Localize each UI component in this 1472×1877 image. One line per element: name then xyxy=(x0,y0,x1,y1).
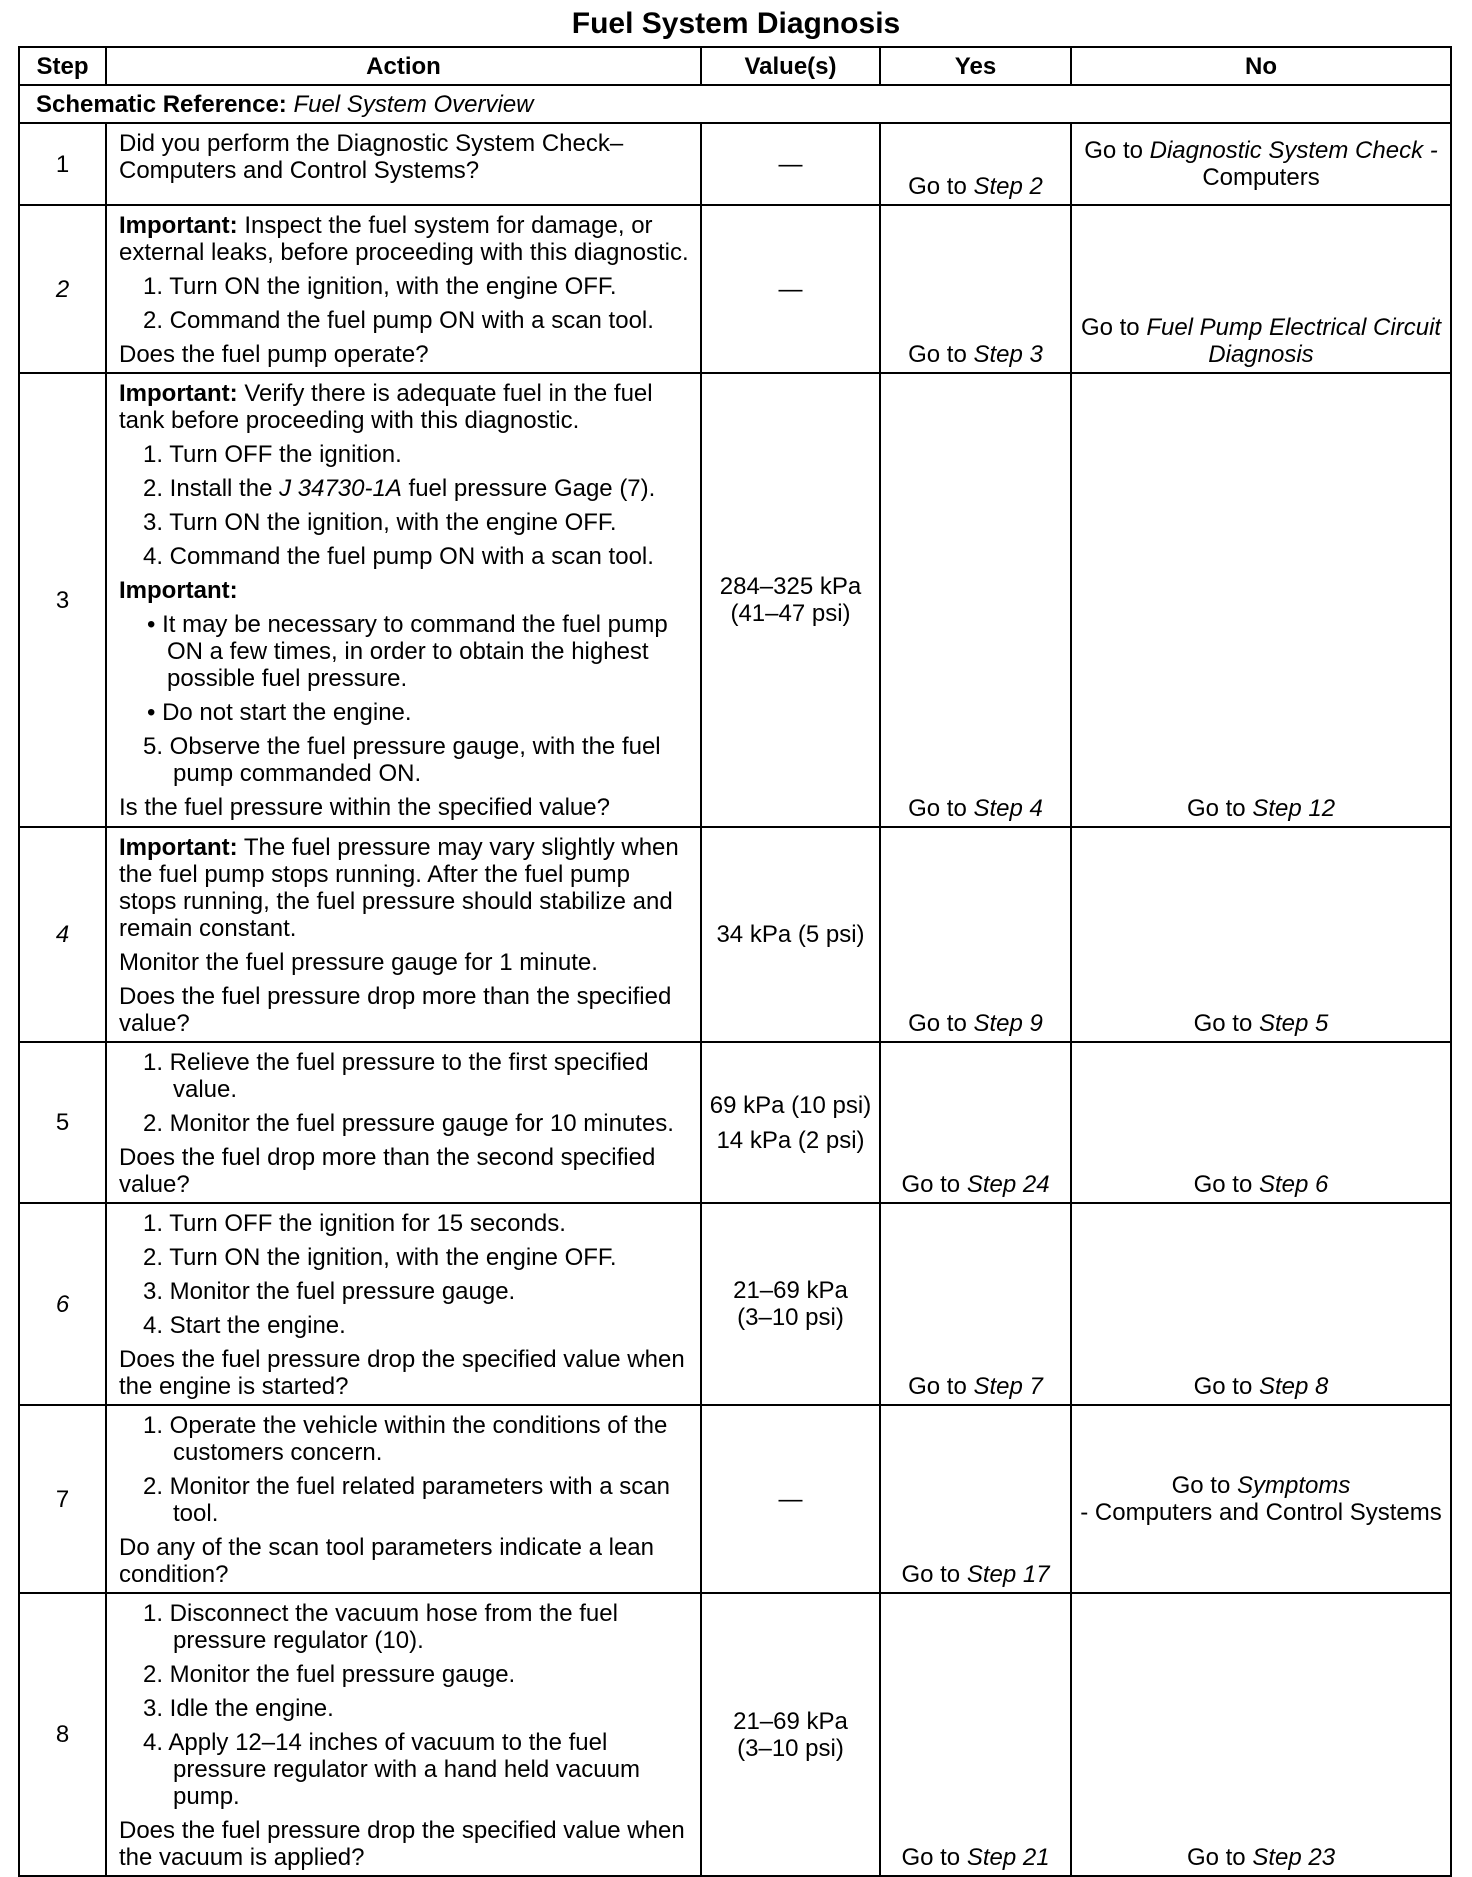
go-to-text: Go to xyxy=(1193,1171,1253,1198)
list-item: 1. Operate the vehicle within the conditions of the customers concern. xyxy=(143,1412,668,1466)
go-to-text: Go to xyxy=(1080,314,1140,341)
table-row xyxy=(19,1042,1451,1203)
yes-link[interactable]: Step 17 xyxy=(966,1561,1050,1588)
list-item: 1. Turn ON the ignition, with the engine OFF. xyxy=(143,273,617,300)
go-to-text: Go to xyxy=(901,1561,961,1588)
table-row xyxy=(19,123,1451,205)
list-item: 2. Monitor the fuel related parameters with a scan tool. xyxy=(143,1473,670,1527)
header-no: No xyxy=(1071,47,1451,85)
important-text: The fuel pressure may vary slightly when the fuel pump stops running. After the fuel pump stops running, the fuel pressure should stabilize and remain constant. xyxy=(119,834,679,942)
yes-link[interactable]: Step 4 xyxy=(973,795,1043,822)
list-item: 3. Monitor the fuel pressure gauge. xyxy=(143,1278,516,1305)
important-note xyxy=(119,212,692,266)
table-row xyxy=(19,1203,1451,1405)
schematic-reference xyxy=(19,85,1451,123)
value-line: 14 kPa (2 psi) xyxy=(716,1126,865,1154)
value-cell xyxy=(701,1042,880,1203)
table-row xyxy=(19,1593,1451,1876)
action-question: Does the fuel drop more than the second specified value? xyxy=(119,1144,656,1198)
step-number: 3 xyxy=(19,373,106,827)
yes-cell xyxy=(880,1405,1071,1593)
step-number: 8 xyxy=(19,1593,106,1876)
go-to-text: Go to xyxy=(908,341,967,368)
no-cell xyxy=(1071,373,1451,827)
yes-link[interactable]: Step 9 xyxy=(973,1010,1043,1037)
no-link[interactable]: Symptoms xyxy=(1237,1472,1351,1499)
no-cell xyxy=(1071,1593,1451,1876)
go-to-text: Go to xyxy=(1193,1010,1253,1037)
action-cell xyxy=(106,827,701,1042)
header-yes: Yes xyxy=(880,47,1071,85)
table-row xyxy=(19,205,1451,373)
page-title: Fuel System Diagnosis xyxy=(571,7,901,40)
no-link[interactable]: Step 23 xyxy=(1252,1844,1336,1871)
action-cell xyxy=(106,123,701,205)
go-to-text: Go to xyxy=(901,1844,961,1871)
bullet-text: It may be necessary to command the fuel pump ON a few times, in order to obtain the highest possible fuel pressure. xyxy=(162,611,668,692)
value-cell: 34 kPa (5 psi) xyxy=(701,827,880,1042)
important-label: Important: xyxy=(119,834,238,861)
important-heading xyxy=(119,577,692,604)
action-cell xyxy=(106,1405,701,1593)
important-note xyxy=(119,834,692,942)
no-cell xyxy=(1071,827,1451,1042)
value-line: 284–325 kPa xyxy=(719,573,862,600)
list-item: 1. Relieve the fuel pressure to the first specified value. xyxy=(143,1049,649,1103)
yes-link[interactable]: Step 24 xyxy=(966,1171,1050,1198)
value-line: 69 kPa (10 psi) xyxy=(709,1091,872,1119)
list-item: 2. Turn ON the ignition, with the engine OFF. xyxy=(143,1244,617,1271)
go-to-text: Go to xyxy=(908,1010,967,1037)
list-item xyxy=(119,475,692,502)
action-question: Does the fuel pressure drop more than the specified value? xyxy=(119,983,672,1037)
list-item-text: 2. Install the xyxy=(143,475,273,502)
bullet-icon: • xyxy=(147,611,156,638)
no-link[interactable]: Fuel Pump Electrical Circuit Diagnosis xyxy=(1146,314,1442,368)
go-to-text: Go to xyxy=(1186,1844,1246,1871)
yes-cell xyxy=(880,827,1071,1042)
diagnosis-table xyxy=(18,46,1452,1877)
value-cell xyxy=(701,1593,880,1876)
important-label: Important: xyxy=(119,212,238,239)
step-number: 2 xyxy=(19,205,106,373)
bullet-item xyxy=(119,611,692,692)
yes-link[interactable]: Step 7 xyxy=(973,1373,1043,1400)
list-item: 1. Turn OFF the ignition for 15 seconds. xyxy=(143,1210,566,1237)
go-to-text: Go to xyxy=(1193,1373,1253,1400)
schematic-label: Schematic Reference: xyxy=(36,90,287,118)
bullet-text: Do not start the engine. xyxy=(162,699,412,726)
action-question: Does the fuel pressure drop the specified value when the engine is started? xyxy=(119,1346,685,1400)
go-to-text: Go to xyxy=(908,1373,967,1400)
important-label: Important: xyxy=(119,380,238,407)
no-cell xyxy=(1071,123,1451,205)
no-link-tail: Computers xyxy=(1202,164,1320,191)
value-line: (3–10 psi) xyxy=(737,1734,844,1762)
table-row xyxy=(19,1405,1451,1593)
important-label: Important: xyxy=(119,577,238,604)
yes-cell xyxy=(880,1042,1071,1203)
schematic-link[interactable]: Fuel System Overview xyxy=(293,90,534,118)
action-cell xyxy=(106,373,701,827)
header-values: Value(s) xyxy=(701,47,880,85)
no-cell xyxy=(1071,1405,1451,1593)
action-cell xyxy=(106,1203,701,1405)
yes-link[interactable]: Step 3 xyxy=(973,341,1043,368)
list-item: 1. Disconnect the vacuum hose from the fuel pressure regulator (10). xyxy=(143,1600,618,1654)
list-item: 4. Start the engine. xyxy=(143,1312,346,1339)
list-item: 4. Apply 12–14 inches of vacuum to the fuel pressure regulator with a hand held vacuum pump. xyxy=(143,1729,640,1810)
bullet-icon: • xyxy=(147,699,156,726)
go-to-text: Go to xyxy=(1171,1472,1231,1499)
go-to-text: Go to xyxy=(908,795,967,822)
tool-number: J 34730-1A xyxy=(279,475,402,502)
go-to-text: Go to xyxy=(1186,795,1246,822)
go-to-text: Go to xyxy=(908,173,967,200)
no-link[interactable]: Step 6 xyxy=(1258,1171,1329,1198)
yes-cell xyxy=(880,205,1071,373)
list-item: 3. Idle the engine. xyxy=(143,1695,334,1722)
action-instruction: Monitor the fuel pressure gauge for 1 minute. xyxy=(119,949,598,976)
table-row xyxy=(19,373,1451,827)
schematic-reference-row xyxy=(19,85,1451,123)
no-link[interactable]: Step 12 xyxy=(1252,795,1336,822)
no-link[interactable]: Step 5 xyxy=(1258,1010,1329,1037)
header-action: Action xyxy=(106,47,701,85)
list-item: 3. Turn ON the ignition, with the engine OFF. xyxy=(143,509,617,536)
no-cell xyxy=(1071,1042,1451,1203)
yes-link[interactable]: Step 2 xyxy=(973,173,1043,200)
no-link[interactable]: Step 8 xyxy=(1258,1373,1329,1400)
list-item-text: fuel pressure Gage (7). xyxy=(408,475,656,502)
yes-cell xyxy=(880,1203,1071,1405)
action-question: Did you perform the Diagnostic System Check– Computers and Control Systems? xyxy=(119,130,624,184)
list-item: 2. Command the fuel pump ON with a scan tool. xyxy=(143,307,654,334)
header-row xyxy=(19,47,1451,85)
value-cell: — xyxy=(701,205,880,373)
value-line: (41–47 psi) xyxy=(730,600,851,627)
action-cell xyxy=(106,205,701,373)
value-line: (3–10 psi) xyxy=(737,1304,844,1331)
table-row xyxy=(19,827,1451,1042)
no-cell xyxy=(1071,1203,1451,1405)
action-question: Is the fuel pressure within the specified value? xyxy=(119,794,610,821)
step-number: 4 xyxy=(19,827,106,1042)
important-text: Verify there is adequate fuel in the fuel tank before proceeding with this diagnostic. xyxy=(119,380,653,434)
value-cell xyxy=(701,1203,880,1405)
value-line: 21–69 kPa xyxy=(733,1277,848,1304)
list-item: 4. Command the fuel pump ON with a scan tool. xyxy=(143,543,654,570)
yes-cell xyxy=(880,123,1071,205)
action-cell xyxy=(106,1042,701,1203)
action-question: Do any of the scan tool parameters indicate a lean condition? xyxy=(119,1534,654,1588)
list-item: 5. Observe the fuel pressure gauge, with the fuel pump commanded ON. xyxy=(143,733,661,787)
no-link-tail: - Computers and Control Systems xyxy=(1080,1499,1442,1526)
step-number: 5 xyxy=(19,1042,106,1203)
list-item: 2. Monitor the fuel pressure gauge for 10 minutes. xyxy=(143,1110,674,1137)
step-number: 6 xyxy=(19,1203,106,1405)
step-number: 1 xyxy=(19,123,106,205)
go-to-text: Go to xyxy=(1084,137,1143,164)
action-question: Does the fuel pump operate? xyxy=(119,341,429,368)
bullet-item xyxy=(119,699,692,726)
action-cell xyxy=(106,1593,701,1876)
value-line: 21–69 kPa xyxy=(733,1707,848,1735)
header-step: Step xyxy=(19,47,106,85)
yes-cell xyxy=(880,373,1071,827)
yes-cell xyxy=(880,1593,1071,1876)
important-note xyxy=(119,380,692,434)
yes-link[interactable]: Step 21 xyxy=(966,1844,1050,1871)
list-item: 2. Monitor the fuel pressure gauge. xyxy=(143,1661,516,1688)
go-to-text: Go to xyxy=(901,1171,961,1198)
value-cell: — xyxy=(701,1405,880,1593)
no-cell xyxy=(1071,205,1451,373)
value-cell: — xyxy=(701,123,880,205)
value-cell xyxy=(701,373,880,827)
no-link[interactable]: Diagnostic System Check - xyxy=(1149,137,1438,164)
action-question: Does the fuel pressure drop the specified value when the vacuum is applied? xyxy=(119,1817,685,1871)
important-text: Inspect the fuel system for damage, or external leaks, before proceeding with this diagnostic. xyxy=(119,212,689,266)
list-item: 1. Turn OFF the ignition. xyxy=(143,441,402,468)
step-number: 7 xyxy=(19,1405,106,1593)
